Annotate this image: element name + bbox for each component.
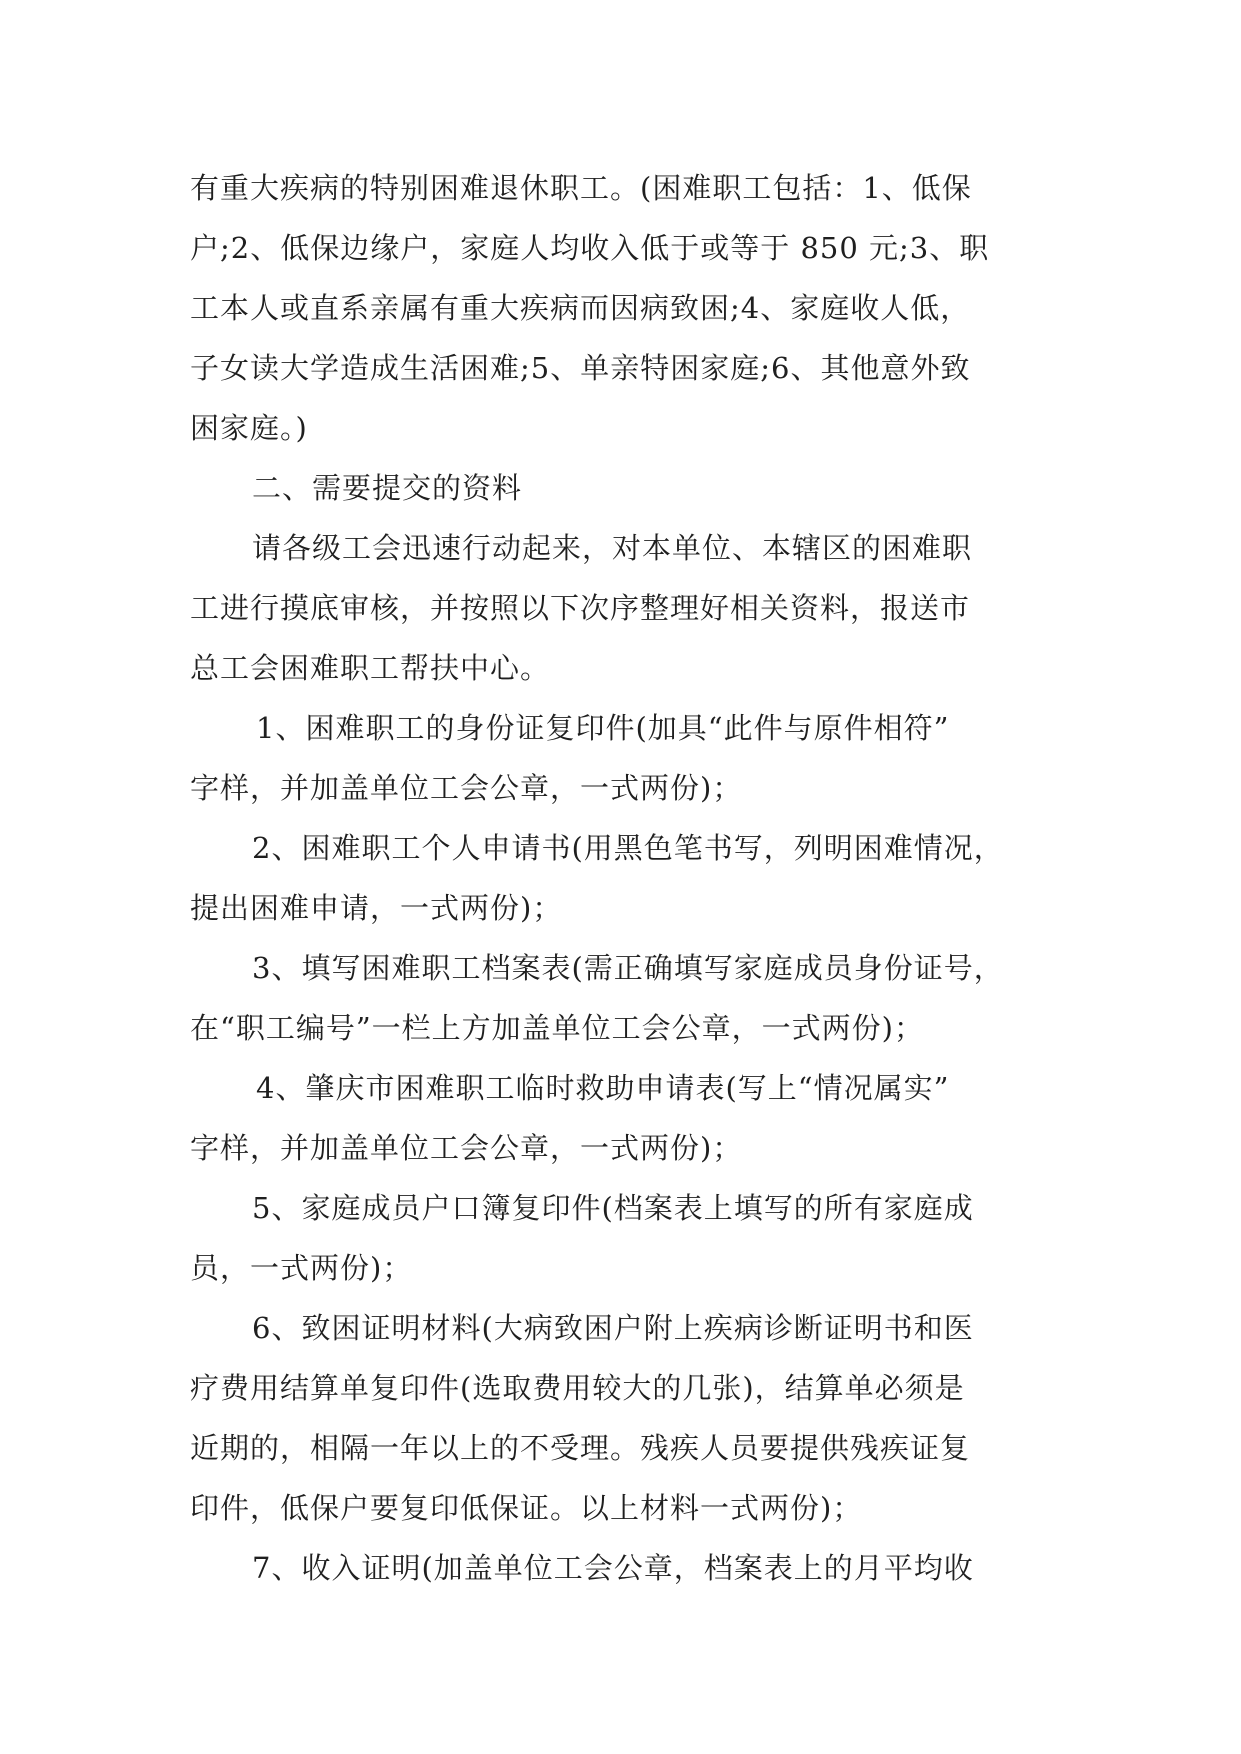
text-line: 工本人或直系亲属有重大疾病而因病致困;4、家庭收人低， [190, 291, 971, 325]
document-body [190, 158, 1050, 1598]
text-line: 困家庭。) [190, 411, 308, 445]
text-line: 近期的，相隔一年以上的不受理。残疾人员要提供残疾证复 [190, 1431, 971, 1465]
list-item-2: 2、困难职工个人申请书(用黑色笔书写，列明困难情况， [252, 831, 1004, 865]
text-line: 工进行摸底审核，并按照以下次序整理好相关资料，报送市 [190, 591, 971, 625]
text-line: 疗费用结算单复印件(选取费用较大的几张)，结算单必须是 [190, 1371, 965, 1405]
text-line: 子女读大学造成生活困难;5、单亲特困家庭;6、其他意外致 [190, 351, 971, 385]
list-item-1: 1、困难职工的身份证复印件(加具“此件与原件相符” [256, 711, 950, 745]
text-line: 户;2、低保边缘户，家庭人均收入低于或等于 850 元;3、职 [190, 231, 990, 265]
text-line: 总工会困难职工帮扶中心。 [190, 651, 551, 685]
section-heading: 二、需要提交的资料 [252, 471, 523, 505]
text-line: 字样，并加盖单位工会公章，一式两份)； [190, 1131, 743, 1165]
paragraph-start: 请各级工会迅速行动起来，对本单位、本辖区的困难职 [252, 531, 973, 565]
list-item-7: 7、收入证明(加盖单位工会公章，档案表上的月平均收 [252, 1551, 974, 1585]
text-line: 字样，并加盖单位工会公章，一式两份)； [190, 771, 743, 805]
text-line: 员，一式两份)； [190, 1251, 413, 1285]
list-item-5: 5、家庭成员户口簿复印件(档案表上填写的所有家庭成 [252, 1191, 974, 1225]
list-item-6: 6、致困证明材料(大病致困户附上疾病诊断证明书和医 [252, 1311, 974, 1345]
text-line: 提出困难申请，一式两份)； [190, 891, 563, 925]
list-item-3: 3、填写困难职工档案表(需正确填写家庭成员身份证号， [252, 951, 1004, 985]
text-line: 有重大疾病的特别困难退休职工。(困难职工包括：1、低保 [190, 171, 972, 205]
list-item-4: 4、肇庆市困难职工临时救助申请表(写上“情况属实” [256, 1071, 950, 1105]
text-line: 印件，低保户要复印低保证。以上材料一式两份)； [190, 1491, 863, 1525]
text-line: 在“职工编号”一栏上方加盖单位工会公章，一式两份)； [190, 1011, 924, 1045]
